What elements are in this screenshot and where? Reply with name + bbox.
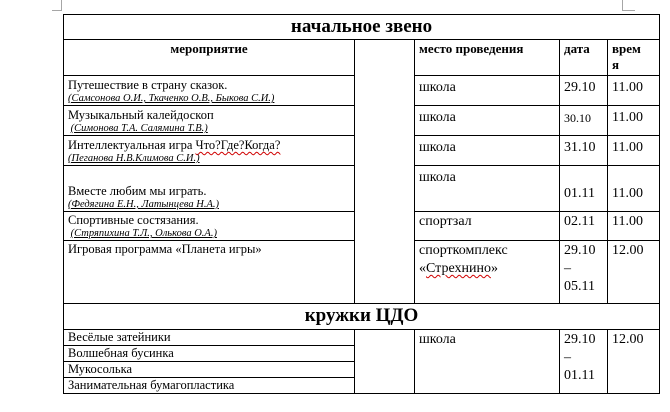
page-corner-mark-left — [52, 0, 62, 11]
club-item: Волшебная бусинка — [64, 346, 355, 362]
event-name: Путешествие в страну сказок. — [68, 78, 228, 92]
header-date: дата — [560, 40, 608, 76]
event-place-line1: спорткомплекс — [419, 243, 508, 258]
clubs-date-line2: – — [564, 350, 571, 365]
header-place: место проведения — [415, 40, 560, 76]
club-row — [64, 330, 660, 346]
event-name: Спортивные состязания. — [68, 213, 199, 227]
clubs-time: 12.00 — [608, 330, 660, 394]
spellcheck-underline: Что?Где?Когда? — [195, 138, 281, 152]
event-date: 02.11 — [560, 212, 608, 241]
clubs-date-line1: 29.10 — [564, 332, 596, 347]
event-organizers: (Стряпихина Т.Л., Олькова О.А.) — [70, 228, 217, 239]
empty-column-clubs — [355, 330, 415, 394]
event-name: Интеллектуальная игра Что?Где?Когда? — [68, 138, 281, 152]
event-date: 29.10 — [560, 76, 608, 106]
event-cell — [64, 136, 355, 166]
event-time: 11.00 — [608, 212, 660, 241]
event-organizers: (Пеганова Н.В.Климова С.И.) — [68, 153, 200, 164]
spellcheck-underline: Стрехнино — [426, 261, 491, 276]
section-title-primary: начальное звено — [64, 15, 660, 40]
club-item: Занимательная бумагопластика — [64, 378, 355, 394]
header-time-line1: врем — [612, 41, 641, 56]
event-organizers: (Симонова Т.А. Салямина Т.В.) — [70, 123, 208, 134]
club-item: Мукосолька — [64, 362, 355, 378]
event-time: 12.00 — [608, 241, 660, 304]
event-place: спортзал — [415, 212, 560, 241]
event-place: школа — [415, 106, 560, 136]
event-time: 11.00 — [608, 106, 660, 136]
event-date-line2: – — [564, 261, 571, 276]
clubs-date — [560, 330, 608, 394]
club-item: Весёлые затейники — [64, 330, 355, 346]
event-date: 30.10 — [560, 106, 608, 136]
header-time-line2: я — [612, 57, 620, 72]
event-place: школа — [415, 166, 560, 212]
section-title-clubs: кружки ЦДО — [64, 304, 660, 330]
header-event: мероприятие — [64, 40, 355, 76]
header-time — [608, 40, 660, 76]
clubs-date-line3: 01.11 — [564, 368, 595, 383]
event-organizers: (Самсонова О.И., Ткаченко О.В., Быкова С.И.) — [68, 93, 275, 104]
event-cell — [64, 106, 355, 136]
clubs-place: школа — [415, 330, 560, 394]
schedule-table — [63, 14, 660, 394]
event-date-line1: 29.10 — [564, 243, 596, 258]
event-time: 11.00 — [608, 76, 660, 106]
section-row-clubs — [64, 304, 660, 330]
event-date-line3: 05.11 — [564, 279, 595, 294]
event-name: Вместе любим мы играть. — [68, 184, 207, 198]
event-cell — [64, 166, 355, 212]
header-row — [64, 40, 660, 76]
event-place: школа — [415, 136, 560, 166]
event-name: Музыкальный калейдоскоп — [68, 108, 214, 122]
event-place-line2: «Стрехнино» — [419, 261, 498, 276]
event-cell — [64, 212, 355, 241]
event-place — [415, 241, 560, 304]
section-row-primary — [64, 15, 660, 40]
empty-column-primary — [355, 40, 415, 304]
event-time: 11.00 — [608, 136, 660, 166]
event-date: 01.11 — [560, 166, 608, 212]
event-time: 11.00 — [608, 166, 660, 212]
event-organizers: (Федягина Е.Н., Латынцева Н.А.) — [68, 199, 219, 210]
event-date: 31.10 — [560, 136, 608, 166]
event-cell — [64, 241, 355, 304]
event-cell — [64, 76, 355, 106]
event-date — [560, 241, 608, 304]
page-corner-mark-right — [622, 0, 635, 11]
event-place: школа — [415, 76, 560, 106]
event-name: Игровая программа «Планета игры» — [68, 242, 262, 256]
